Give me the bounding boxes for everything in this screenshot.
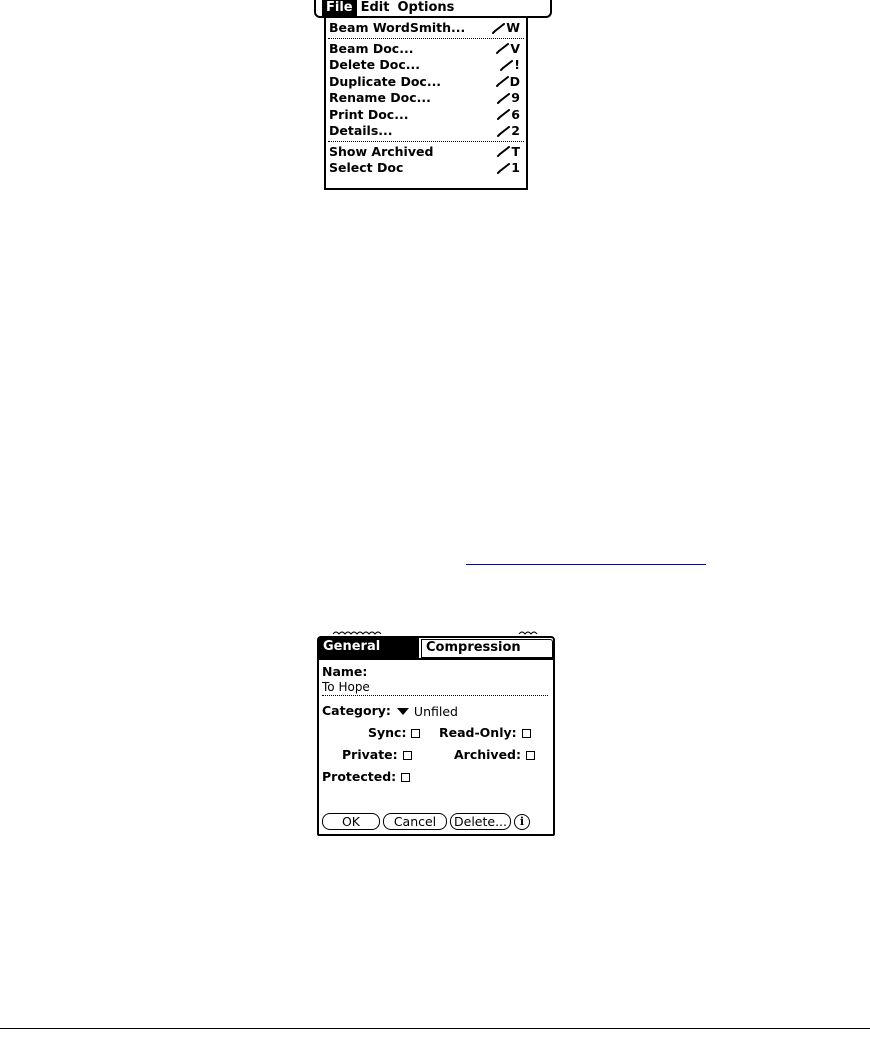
dialog-body (319, 660, 553, 789)
read-only-label: Read-Only: (439, 725, 517, 740)
category-picker[interactable]: Unfiled (413, 703, 458, 719)
sync-checkbox[interactable] (411, 729, 420, 738)
menu-item-details[interactable] (326, 123, 526, 140)
read-only-checkbox[interactable] (522, 729, 531, 738)
file-menu-dropdown (324, 18, 528, 190)
name-label: Name: (322, 664, 368, 679)
menu-bar (314, 0, 552, 18)
menu-item-label: Delete Doc... (329, 57, 421, 72)
protected-checkbox[interactable] (401, 773, 410, 782)
menu-item-show-archived[interactable] (326, 144, 526, 161)
details-dialog (317, 636, 555, 836)
protected-label: Protected: (322, 769, 397, 784)
archived-option (454, 745, 535, 765)
menu-item-label: Select Doc (329, 160, 404, 175)
file-menu-screenshot (314, 0, 556, 192)
tab-compression[interactable]: Compression (421, 639, 553, 658)
hyperlink-underline[interactable] (466, 564, 706, 565)
page-footer-rule (0, 1028, 870, 1029)
menu-item-label: Show Archived (329, 143, 434, 159)
details-dialog-screenshot (315, 628, 557, 838)
menu-item-rename-doc[interactable] (326, 90, 526, 107)
command-stroke-icon (500, 60, 513, 71)
archived-label: Archived: (454, 747, 522, 762)
background-text-cutoff (315, 628, 557, 636)
menu-item-shortcut: T (497, 144, 520, 161)
command-stroke-icon (497, 109, 510, 120)
menu-item-shortcut: 1 (497, 160, 520, 177)
category-label: Category: (322, 703, 391, 718)
menu-item-beam-wordsmith[interactable] (326, 20, 526, 37)
menu-item-shortcut: 2 (497, 123, 520, 140)
menu-item-print-doc[interactable] (326, 107, 526, 124)
attributes-checkboxes (322, 723, 550, 789)
menu-item-shortcut: V (496, 41, 520, 58)
menu-item-label: Print Doc... (329, 106, 409, 122)
menu-item-duplicate-doc[interactable] (326, 74, 526, 91)
menu-item-label: Beam WordSmith... (329, 20, 466, 35)
cancel-button[interactable]: Cancel (383, 813, 447, 830)
category-row (322, 703, 550, 719)
command-stroke-icon (497, 146, 510, 157)
private-option (342, 745, 412, 765)
dropdown-triangle-icon[interactable] (397, 708, 409, 715)
name-field[interactable]: To Hope (322, 680, 548, 696)
menu-item-beam-doc[interactable] (326, 41, 526, 58)
dialog-buttons (322, 813, 530, 830)
menu-options[interactable]: Options (397, 0, 455, 15)
dialog-tabs (319, 638, 553, 660)
menu-item-label: Beam Doc... (329, 40, 414, 56)
cut-off-text-fragment (315, 628, 557, 636)
menu-item-delete-doc[interactable] (326, 57, 526, 74)
menu-item-label: Duplicate Doc... (329, 73, 442, 89)
menu-item-shortcut: ! (500, 57, 520, 74)
menu-separator (328, 38, 524, 39)
menu-item-shortcut: D (496, 74, 520, 91)
private-checkbox[interactable] (403, 751, 412, 760)
command-stroke-icon (492, 23, 505, 34)
delete-button[interactable]: Delete... (450, 813, 511, 830)
menu-item-label: Details... (329, 123, 393, 138)
read-only-option (439, 723, 531, 743)
menu-edit[interactable]: Edit (360, 0, 390, 15)
command-stroke-icon (497, 126, 510, 137)
menu-separator (328, 141, 524, 142)
menu-item-shortcut: W (492, 20, 520, 37)
info-icon[interactable]: i (514, 814, 530, 830)
sync-label: Sync: (368, 725, 407, 740)
command-stroke-icon (496, 43, 509, 54)
ok-button[interactable]: OK (322, 813, 380, 830)
sync-option (368, 723, 420, 743)
menu-item-label: Rename Doc... (329, 90, 431, 105)
protected-option (322, 767, 410, 787)
archived-checkbox[interactable] (526, 751, 535, 760)
command-stroke-icon (497, 163, 510, 174)
menu-file[interactable]: File (322, 0, 357, 16)
menu-item-select-doc[interactable] (326, 160, 526, 177)
menu-item-shortcut: 6 (497, 107, 520, 124)
command-stroke-icon (497, 93, 510, 104)
menu-item-shortcut: 9 (497, 90, 520, 107)
tab-general[interactable]: General (319, 638, 419, 658)
private-label: Private: (342, 747, 398, 762)
command-stroke-icon (496, 76, 509, 87)
